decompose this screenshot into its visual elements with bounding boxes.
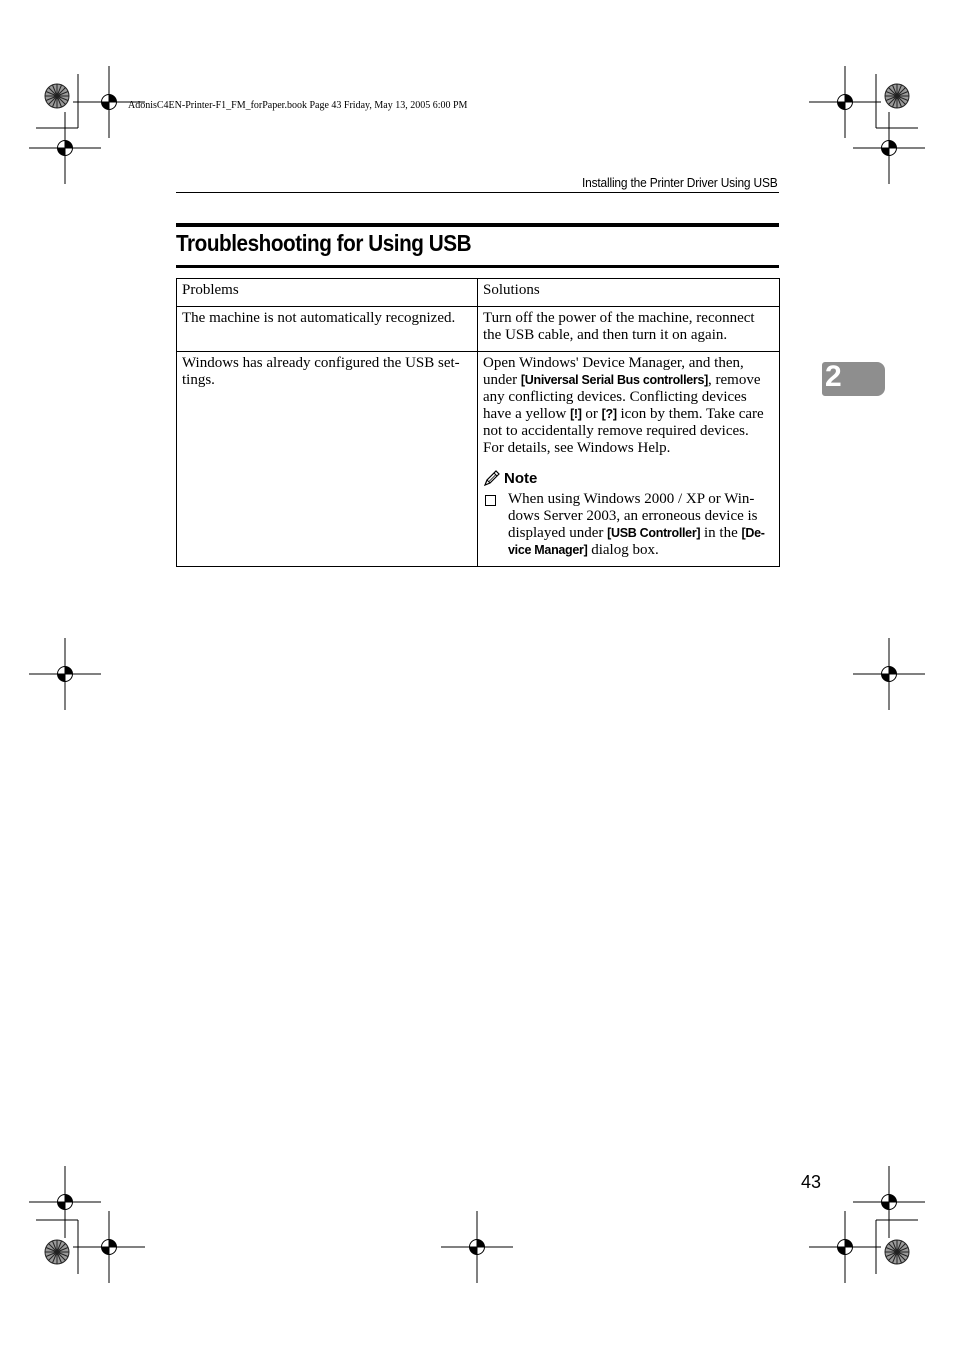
page-title: Troubleshooting for Using USB	[176, 230, 472, 256]
chapter-number: 2	[825, 360, 842, 393]
chapter-tab	[822, 362, 885, 396]
keyword-usb-controller: [USB Controller]	[607, 526, 701, 540]
header-solutions: Solutions	[478, 279, 780, 307]
table-row	[177, 352, 780, 567]
title-rule-top	[176, 223, 779, 227]
solution-cell: Turn off the power of the machine, reconnect the USB cable, and then turn it on again.	[478, 307, 780, 352]
keyword-exclamation: [!]	[570, 407, 582, 421]
troubleshooting-table	[176, 278, 780, 567]
note-label: Note	[504, 469, 538, 487]
solution-text: Open Windows' Device Manager, and then, under [Universal Serial Bus controllers], remove any conflicting devices. Conflicting devices have a yellow [!] or [?] icon by them. Take care not to accidentally remove required devices. For details, see Windows Help.	[483, 355, 764, 456]
table-row	[177, 307, 780, 352]
print-info: AdonisC4EN-Printer-F1_FM_forPaper.book Page 43 Friday, May 13, 2005 6:00 PM	[128, 100, 468, 111]
title-rule-bottom	[176, 265, 779, 268]
header-problems: Problems	[177, 279, 478, 307]
running-head: Installing the Printer Driver Using USB	[582, 175, 778, 190]
keyword-device-manager: [De-vice Manager]	[508, 526, 765, 557]
pencil-icon	[483, 469, 501, 487]
page-number: 43	[800, 1172, 821, 1192]
problem-cell: The machine is not automatically recognized.	[177, 307, 478, 352]
table-header-row	[177, 279, 780, 307]
keyword-usb-controllers: [Universal Serial Bus controllers]	[520, 373, 708, 387]
checkbox-bullet-icon	[485, 495, 496, 506]
note-item	[483, 491, 773, 559]
header-rule	[176, 192, 779, 193]
problem-cell: Windows has already configured the USB set-tings.	[177, 352, 478, 567]
note-heading	[483, 469, 773, 487]
solution-cell	[478, 352, 780, 567]
keyword-question: [?]	[601, 407, 617, 421]
note-text: When using Windows 2000 / XP or Win-dows Server 2003, an erroneous device is displayed under [USB Controller] in the [De-vice Manager] dialog box.	[508, 491, 765, 558]
